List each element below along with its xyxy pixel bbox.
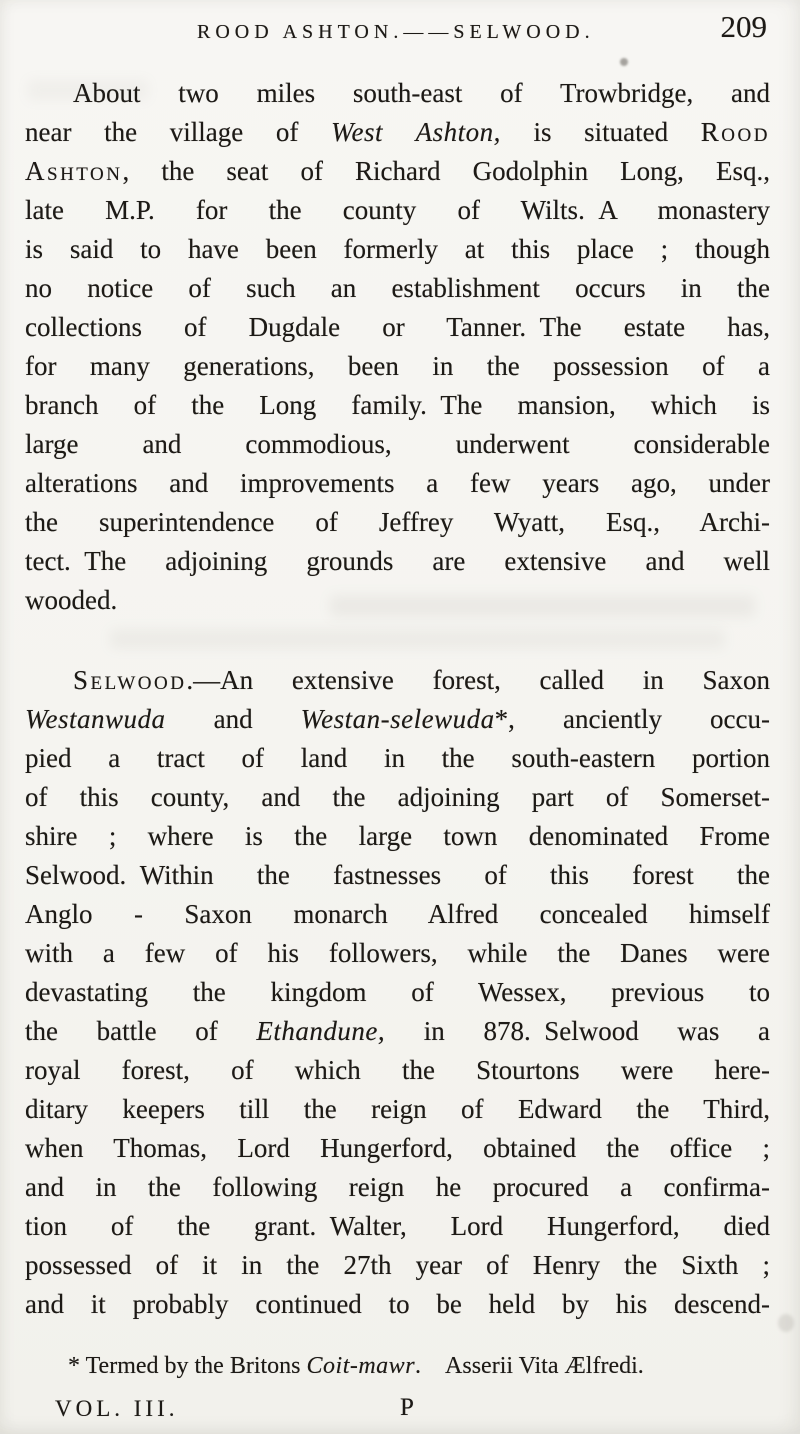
text-segment: is situated [500, 117, 701, 147]
text-segment: * Termed by the Britons [68, 1353, 307, 1379]
text-segment: collections of Dugdale or Tanner. The estate has, [25, 312, 770, 342]
text-line [25, 1168, 770, 1207]
text-segment: with a few of his followers, while the Danes were [25, 938, 770, 968]
body-text [25, 74, 770, 1324]
smallcaps-text: Rood [700, 117, 770, 147]
smallcaps-text: Selwood [73, 665, 187, 695]
text-segment: in 878. Selwood was a [385, 1016, 770, 1046]
text-line [25, 856, 770, 895]
text-segment: possessed of it in the 27th year of Henry the Sixth ; [25, 1250, 770, 1280]
text-line [25, 386, 770, 425]
text-line [25, 152, 770, 191]
text-line [25, 269, 770, 308]
text-line [25, 113, 770, 152]
text-segment: Selwood. Within the fastnesses of this forest the [25, 860, 770, 890]
text-line [25, 1012, 770, 1051]
text-line [25, 425, 770, 464]
text-segment: devastating the kingdom of Wessex, previous to [25, 977, 770, 1007]
text-segment: branch of the Long family. The mansion, which is [25, 390, 770, 420]
text-segment: late M.P. for the county of Wilts. A monastery [25, 195, 770, 225]
text-line [25, 895, 770, 934]
text-line [25, 191, 770, 230]
text-line [25, 230, 770, 269]
text-line [25, 1090, 770, 1129]
text-segment: . Asserii Vita Ælfredi. [415, 1353, 644, 1379]
text-segment: the battle of [25, 1016, 257, 1046]
scan-artifact [778, 1314, 794, 1332]
text-line [25, 542, 770, 581]
text-segment: , the seat of Richard Godolphin Long, Esq., [122, 156, 770, 186]
text-segment: wooded. [25, 585, 118, 615]
text-segment: and in the following reign he procured a confirma- [25, 1172, 770, 1202]
italic-text: Coit-mawr [306, 1353, 416, 1379]
text-line [25, 778, 770, 817]
text-line [25, 74, 770, 113]
text-segment: when Thomas, Lord Hungerford, obtained the office ; [25, 1133, 770, 1163]
text-line [25, 308, 770, 347]
text-segment: for many generations, been in the possession of a [25, 351, 770, 381]
text-line [25, 739, 770, 778]
text-line [25, 934, 770, 973]
paragraph-rood-ashton [25, 74, 770, 620]
text-line [25, 581, 770, 620]
text-segment: the superintendence of Jeffrey Wyatt, Esq., Archi- [25, 507, 770, 537]
text-line [25, 1246, 770, 1285]
text-segment: and it probably continued to be held by his descend- [25, 1289, 770, 1319]
text-segment: tion of the grant. Walter, Lord Hungerford, died [25, 1211, 770, 1241]
text-line [25, 1207, 770, 1246]
text-line [25, 973, 770, 1012]
italic-text: Westan-selewuda [300, 704, 495, 734]
text-segment: large and commodious, underwent considerable [25, 429, 770, 459]
footnote [68, 1351, 740, 1381]
text-segment: royal forest, of which the Stourtons were here- [25, 1055, 770, 1085]
text-line [25, 661, 770, 700]
text-line [25, 464, 770, 503]
smallcaps-text: Ashton [25, 156, 123, 186]
text-segment: ditary keepers till the reign of Edward the Third, [25, 1094, 770, 1124]
scan-artifact [620, 58, 628, 66]
printer-signature: P [400, 1394, 414, 1421]
text-line [25, 817, 770, 856]
italic-text: West Ashton, [330, 117, 501, 147]
text-segment: shire ; where is the large town denominated Frome [25, 821, 770, 851]
text-line [25, 503, 770, 542]
page-number: 209 [720, 9, 767, 44]
text-segment: .—An extensive forest, called in Saxon [186, 665, 770, 695]
italic-text: Westanwuda [25, 704, 166, 734]
text-segment: is said to have been formerly at this place ; though [25, 234, 770, 264]
text-segment: of this county, and the adjoining part of Somerset- [25, 782, 770, 812]
text-line [25, 1285, 770, 1324]
text-segment: About two miles south-east of Trowbridge, and [73, 78, 770, 108]
text-segment: near the village of [25, 117, 331, 147]
text-segment: and [165, 704, 301, 734]
text-segment: pied a tract of land in the south-eastern portion [25, 743, 770, 773]
text-line [25, 1129, 770, 1168]
italic-text: Ethandune, [256, 1016, 386, 1046]
text-segment: no notice of such an establishment occurs in the [25, 273, 770, 303]
text-line [25, 700, 770, 739]
running-title: ROOD ASHTON.——SELWOOD. [197, 21, 595, 43]
text-segment: tect. The adjoining grounds are extensive and well [25, 546, 770, 576]
text-segment: alterations and improvements a few years ago, under [25, 468, 770, 498]
text-line [25, 347, 770, 386]
text-segment: *, anciently occu- [494, 704, 770, 734]
text-segment: Anglo - Saxon monarch Alfred concealed himself [25, 899, 770, 929]
text-line [25, 1051, 770, 1090]
paragraph-selwood [25, 661, 770, 1324]
volume-label: VOL. III. [55, 1396, 179, 1421]
